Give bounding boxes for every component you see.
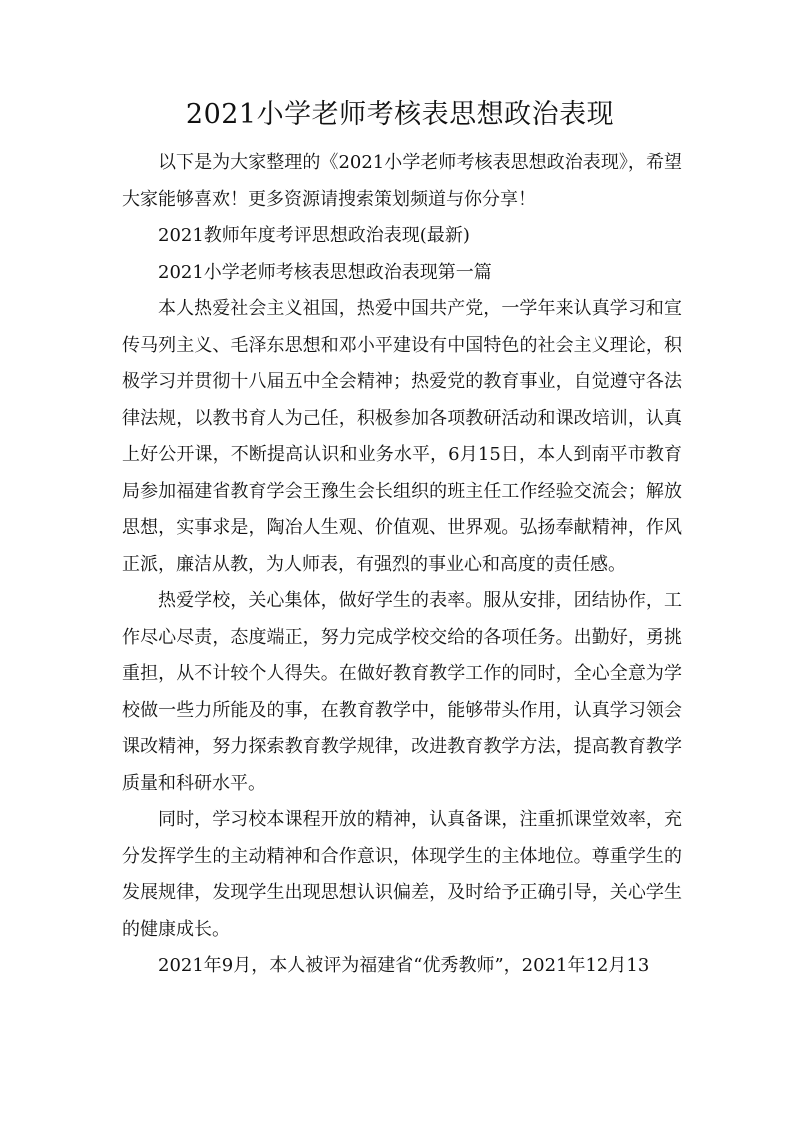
intro-paragraph: 以下是为大家整理的《2021小学老师考核表思想政治表现》，希望大家能够喜欢！更多资源请搜索策划频道与你分享！	[122, 152, 682, 210]
body-paragraph: 2021年9月，本人被评为福建省“优秀教师”，2021年12月13	[158, 955, 650, 976]
body-paragraph: 热爱学校，关心集体，做好学生的表率。服从安排，团结协作，工作尽心尽责，态度端正，努力完成学校交给的各项任务。出勤好，勇挑重担，从不计较个人得失。在做好教育教学工作的同时，全心全意为学校做一些力所能及的事，在教育教学中，能够带头作用，认真学习领会课改精神，努力探索教育教学规律，改进教育教学方法，提高教育教学质量和科研水平。	[122, 590, 682, 794]
body-paragraph: 同时，学习校本课程开放的精神，认真备课，注重抓课堂效率，充分发挥学生的主动精神和合作意识，体现学生的主体地位。尊重学生的发展规律，发现学生出现思想认识偏差，及时给予正确引导，关心学生的健康成长。	[122, 809, 682, 940]
document-title: 2021小学老师考核表思想政治表现	[185, 99, 615, 130]
body-paragraph: 本人热爱社会主义祖国，热爱中国共产党，一学年来认真学习和宣传马列主义、毛泽东思想和邓小平建设有中国特色的社会主义理论，积极学习并贯彻十八届五中全会精神；热爱党的教育事业，自觉遵守各法律法规，以教书育人为己任，积极参加各项教研活动和课改培训，认真上好公开课，不断提高认识和业务水平，6月15日，本人到南平市教育局参加福建省教育学会王豫生会长组织的班主任工作经验交流会；解放思想，实事求是，陶冶人生观、价值观、世界观。弘扬奉献精神，作风正派，廉洁从教，为人师表，有强烈的事业心和高度的责任感。	[122, 298, 682, 575]
document-body	[122, 145, 682, 985]
subtitle-line: 2021教师年度考评思想政治表现(最新)	[158, 225, 470, 246]
section-heading: 2021小学老师考核表思想政治表现第一篇	[158, 261, 492, 283]
